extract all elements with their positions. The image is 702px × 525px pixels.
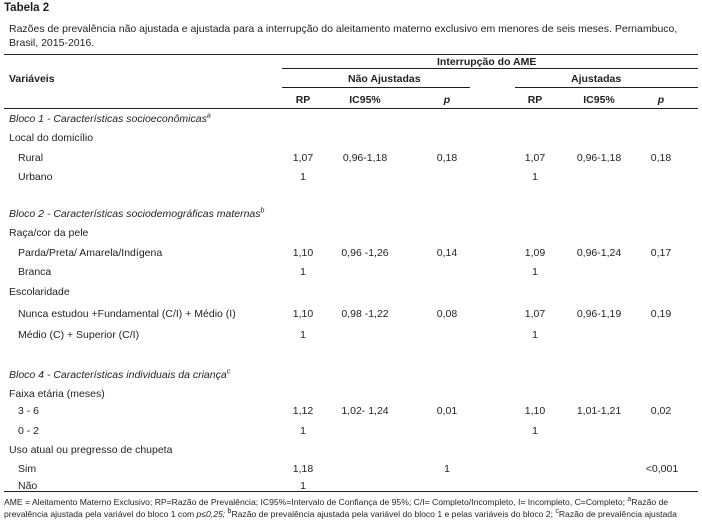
rp-cell: 1,10 bbox=[292, 247, 314, 259]
header-ic: IC95% bbox=[349, 94, 381, 106]
ic-adj-cell: 1,01-1,21 bbox=[576, 405, 622, 417]
p-cell: 0,14 bbox=[436, 247, 458, 259]
rp-adj-cell: 1 bbox=[532, 266, 538, 278]
block-1-title: Bloco 1 - Características socioeconômicas$^a$ bbox=[9, 112, 211, 125]
row-label: Médio (C) + Superior (C/I) bbox=[18, 329, 140, 341]
ic-adj-cell: 0,96-1,19 bbox=[576, 308, 622, 320]
rp-cell: 1,18 bbox=[292, 463, 314, 475]
row-label: 0 - 2 bbox=[18, 425, 40, 437]
row-label: Branca bbox=[18, 266, 52, 278]
header-unadjusted: Não Ajustadas bbox=[348, 73, 421, 85]
header-p-adj: p bbox=[657, 94, 665, 106]
rp-adj-cell: 1 bbox=[532, 171, 538, 183]
rp-cell: 1,12 bbox=[292, 405, 314, 417]
row-label: Sim bbox=[18, 463, 37, 475]
rp-cell: 1 bbox=[300, 171, 306, 183]
top-rule bbox=[4, 54, 698, 55]
table-footnote: AME = Aleitamento Materno Exclusivo; RP=Razão de Prevalência; IC95%=Intervalo de Confiança de 95%; C/I= Completo/Incompleto, I= Incompleto, C=Completo; $^a$Razão de prevalência ajustada pela variável do bloco 1 com p≤0,25; $^b$Razão de prevalência ajustada pela variável do bloco 1 e pelas variáveis do bloco 2; $^c$Razão de prevalência ajustada bbox=[4, 496, 677, 519]
group-raca: Raça/cor da pele bbox=[9, 227, 89, 239]
p-adj-cell: 0,02 bbox=[650, 405, 672, 417]
header-rp: RP bbox=[295, 94, 311, 106]
rp-cell: 1 bbox=[300, 480, 306, 492]
row-label: 3 - 6 bbox=[18, 405, 40, 417]
row-label: Urbano bbox=[18, 171, 53, 183]
group-escolaridade: Escolaridade bbox=[9, 286, 70, 298]
ic-cell: 0,96-1,18 bbox=[342, 152, 388, 164]
ic-cell: 0,96 -1,26 bbox=[341, 247, 389, 259]
p-adj-cell: 0,17 bbox=[650, 247, 672, 259]
rp-cell: 1 bbox=[300, 266, 306, 278]
table-title: Tabela 2 bbox=[4, 2, 50, 14]
p-adj-cell: 0,19 bbox=[650, 308, 672, 320]
rp-adj-cell: 1 bbox=[532, 329, 538, 341]
row-label: Rural bbox=[18, 152, 44, 164]
header-rp-adj: RP bbox=[527, 94, 543, 106]
row-label: Nunca estudou +Fundamental (C/I) + Médio (I) bbox=[18, 308, 236, 320]
ic-adj-cell: 0,96-1,24 bbox=[576, 247, 622, 259]
header-group: Interrupção do AME bbox=[437, 56, 537, 68]
header-ic-adj: IC95% bbox=[583, 94, 615, 106]
bottom-rule bbox=[4, 491, 698, 492]
rp-cell: 1 bbox=[300, 329, 306, 341]
group-rule bbox=[282, 68, 698, 69]
ic-cell: 0,98 -1,22 bbox=[341, 308, 389, 320]
table-caption: Razões de prevalência não ajustada e ajustada para a interrupção do aleitamento materno exclusivo em menores de seis meses. Pernambuco, Brasil, 2015-2016. bbox=[9, 23, 678, 49]
group-faixa: Faixa etária (meses) bbox=[9, 388, 105, 400]
header-adjusted: Ajustadas bbox=[571, 73, 622, 85]
p-cell: 0,08 bbox=[436, 308, 458, 320]
p-adj-cell: 0,18 bbox=[650, 152, 672, 164]
p-cell: 0,18 bbox=[436, 152, 458, 164]
ic-adj-cell: 0,96-1,18 bbox=[576, 152, 622, 164]
rp-adj-cell: 1,09 bbox=[524, 247, 546, 259]
header-variable: Variáveis bbox=[9, 73, 55, 85]
group-chupeta: Uso atual ou pregresso de chupeta bbox=[9, 444, 173, 456]
rp-cell: 1 bbox=[300, 425, 306, 437]
block-2-title: Bloco 2 - Características sociodemográficas maternas$^b$ bbox=[9, 207, 265, 220]
p-adj-cell: <0,001 bbox=[645, 463, 679, 475]
adjusted-rule bbox=[515, 87, 698, 88]
p-cell: 0,01 bbox=[436, 405, 458, 417]
header-p: p bbox=[443, 94, 451, 106]
rp-adj-cell: 1,10 bbox=[524, 405, 546, 417]
rp-cell: 1,10 bbox=[292, 308, 314, 320]
row-label: Não bbox=[18, 480, 38, 492]
rp-adj-cell: 1 bbox=[532, 425, 538, 437]
p-cell: 1 bbox=[444, 463, 450, 475]
rp-adj-cell: 1,07 bbox=[524, 152, 546, 164]
header-rule bbox=[4, 108, 698, 109]
block-4-title: Bloco 4 - Características individuais da criança$^c$ bbox=[9, 368, 231, 381]
group-local: Local do domicílio bbox=[9, 132, 94, 144]
row-label: Parda/Preta/ Amarela/Indígena bbox=[18, 247, 163, 259]
rp-adj-cell: 1,07 bbox=[524, 308, 546, 320]
rp-cell: 1,07 bbox=[292, 152, 314, 164]
unadjusted-rule bbox=[282, 87, 470, 88]
ic-cell: 1,02- 1,24 bbox=[341, 405, 389, 417]
